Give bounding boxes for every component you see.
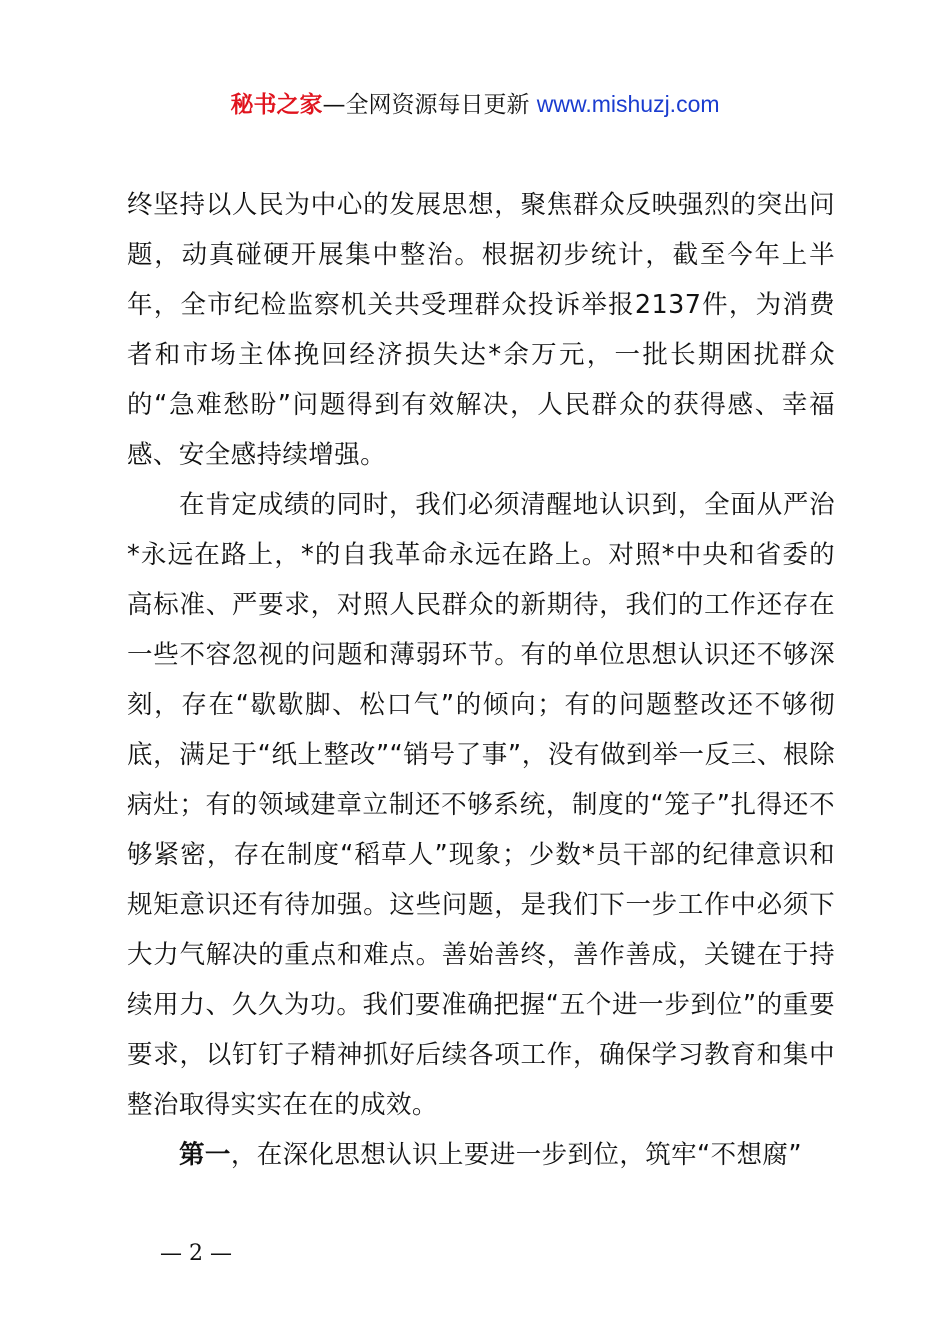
page-number: — 2 — [160, 1241, 232, 1266]
site-url-link[interactable]: www.mishuzj.com [536, 91, 720, 117]
site-brand: 秘书之家 [230, 92, 323, 118]
paragraph-continued: 终坚持以人民为中心的发展思想，聚焦群众反映强烈的突出问题，动真碰硬开展集中整治。根据初步统计，截至今年上半年，全市纪检监察机关共受理群众投诉举报2137件，为消费者和市场主体挽回经济损失达*余万元，一批长期困扰群众的“急难愁盼”问题得到有效解决，人民群众的获得感、幸福感、安全感持续增强。 [127, 190, 835, 470]
paragraph-shortcomings: 在肯定成绩的同时，我们必须清醒地认识到，全面从严治*永远在路上，*的自我革命永远在路上。对照*中央和省委的高标准、严要求，对照人民群众的新期待，我们的工作还存在一些不容忽视的问题和薄弱环节。有的单位思想认识还不够深刻，存在“歇歇脚、松口气”的倾向；有的问题整改还不够彻底，满足于“纸上整改”“销号了事”，没有做到举一反三、根除病灶；有的领域建章立制还不够系统，制度的“笼子”扎得还不够紧密，存在制度“稻草人”现象；少数*员干部的纪律意识和规矩意识还有待加强。这些问题，是我们下一步工作中必须下大力气解决的重点和难点。善始善终，善作善成，关键在于持续用力、久久为功。我们要准确把握“五个进一步到位”的重要要求，以钉钉子精神抓好后续各项工作，确保学习教育和集中整治取得实实在在的成效。 [127, 490, 835, 1120]
document-body [127, 180, 835, 1180]
point-text: ，在深化思想认识上要进一步到位，筑牢“不想腐” [230, 1140, 802, 1170]
site-slogan: —全网资源每日更新 [322, 92, 537, 118]
paragraph-first-point [127, 1130, 835, 1180]
point-lead: 第一 [179, 1140, 231, 1170]
site-header [0, 86, 950, 123]
